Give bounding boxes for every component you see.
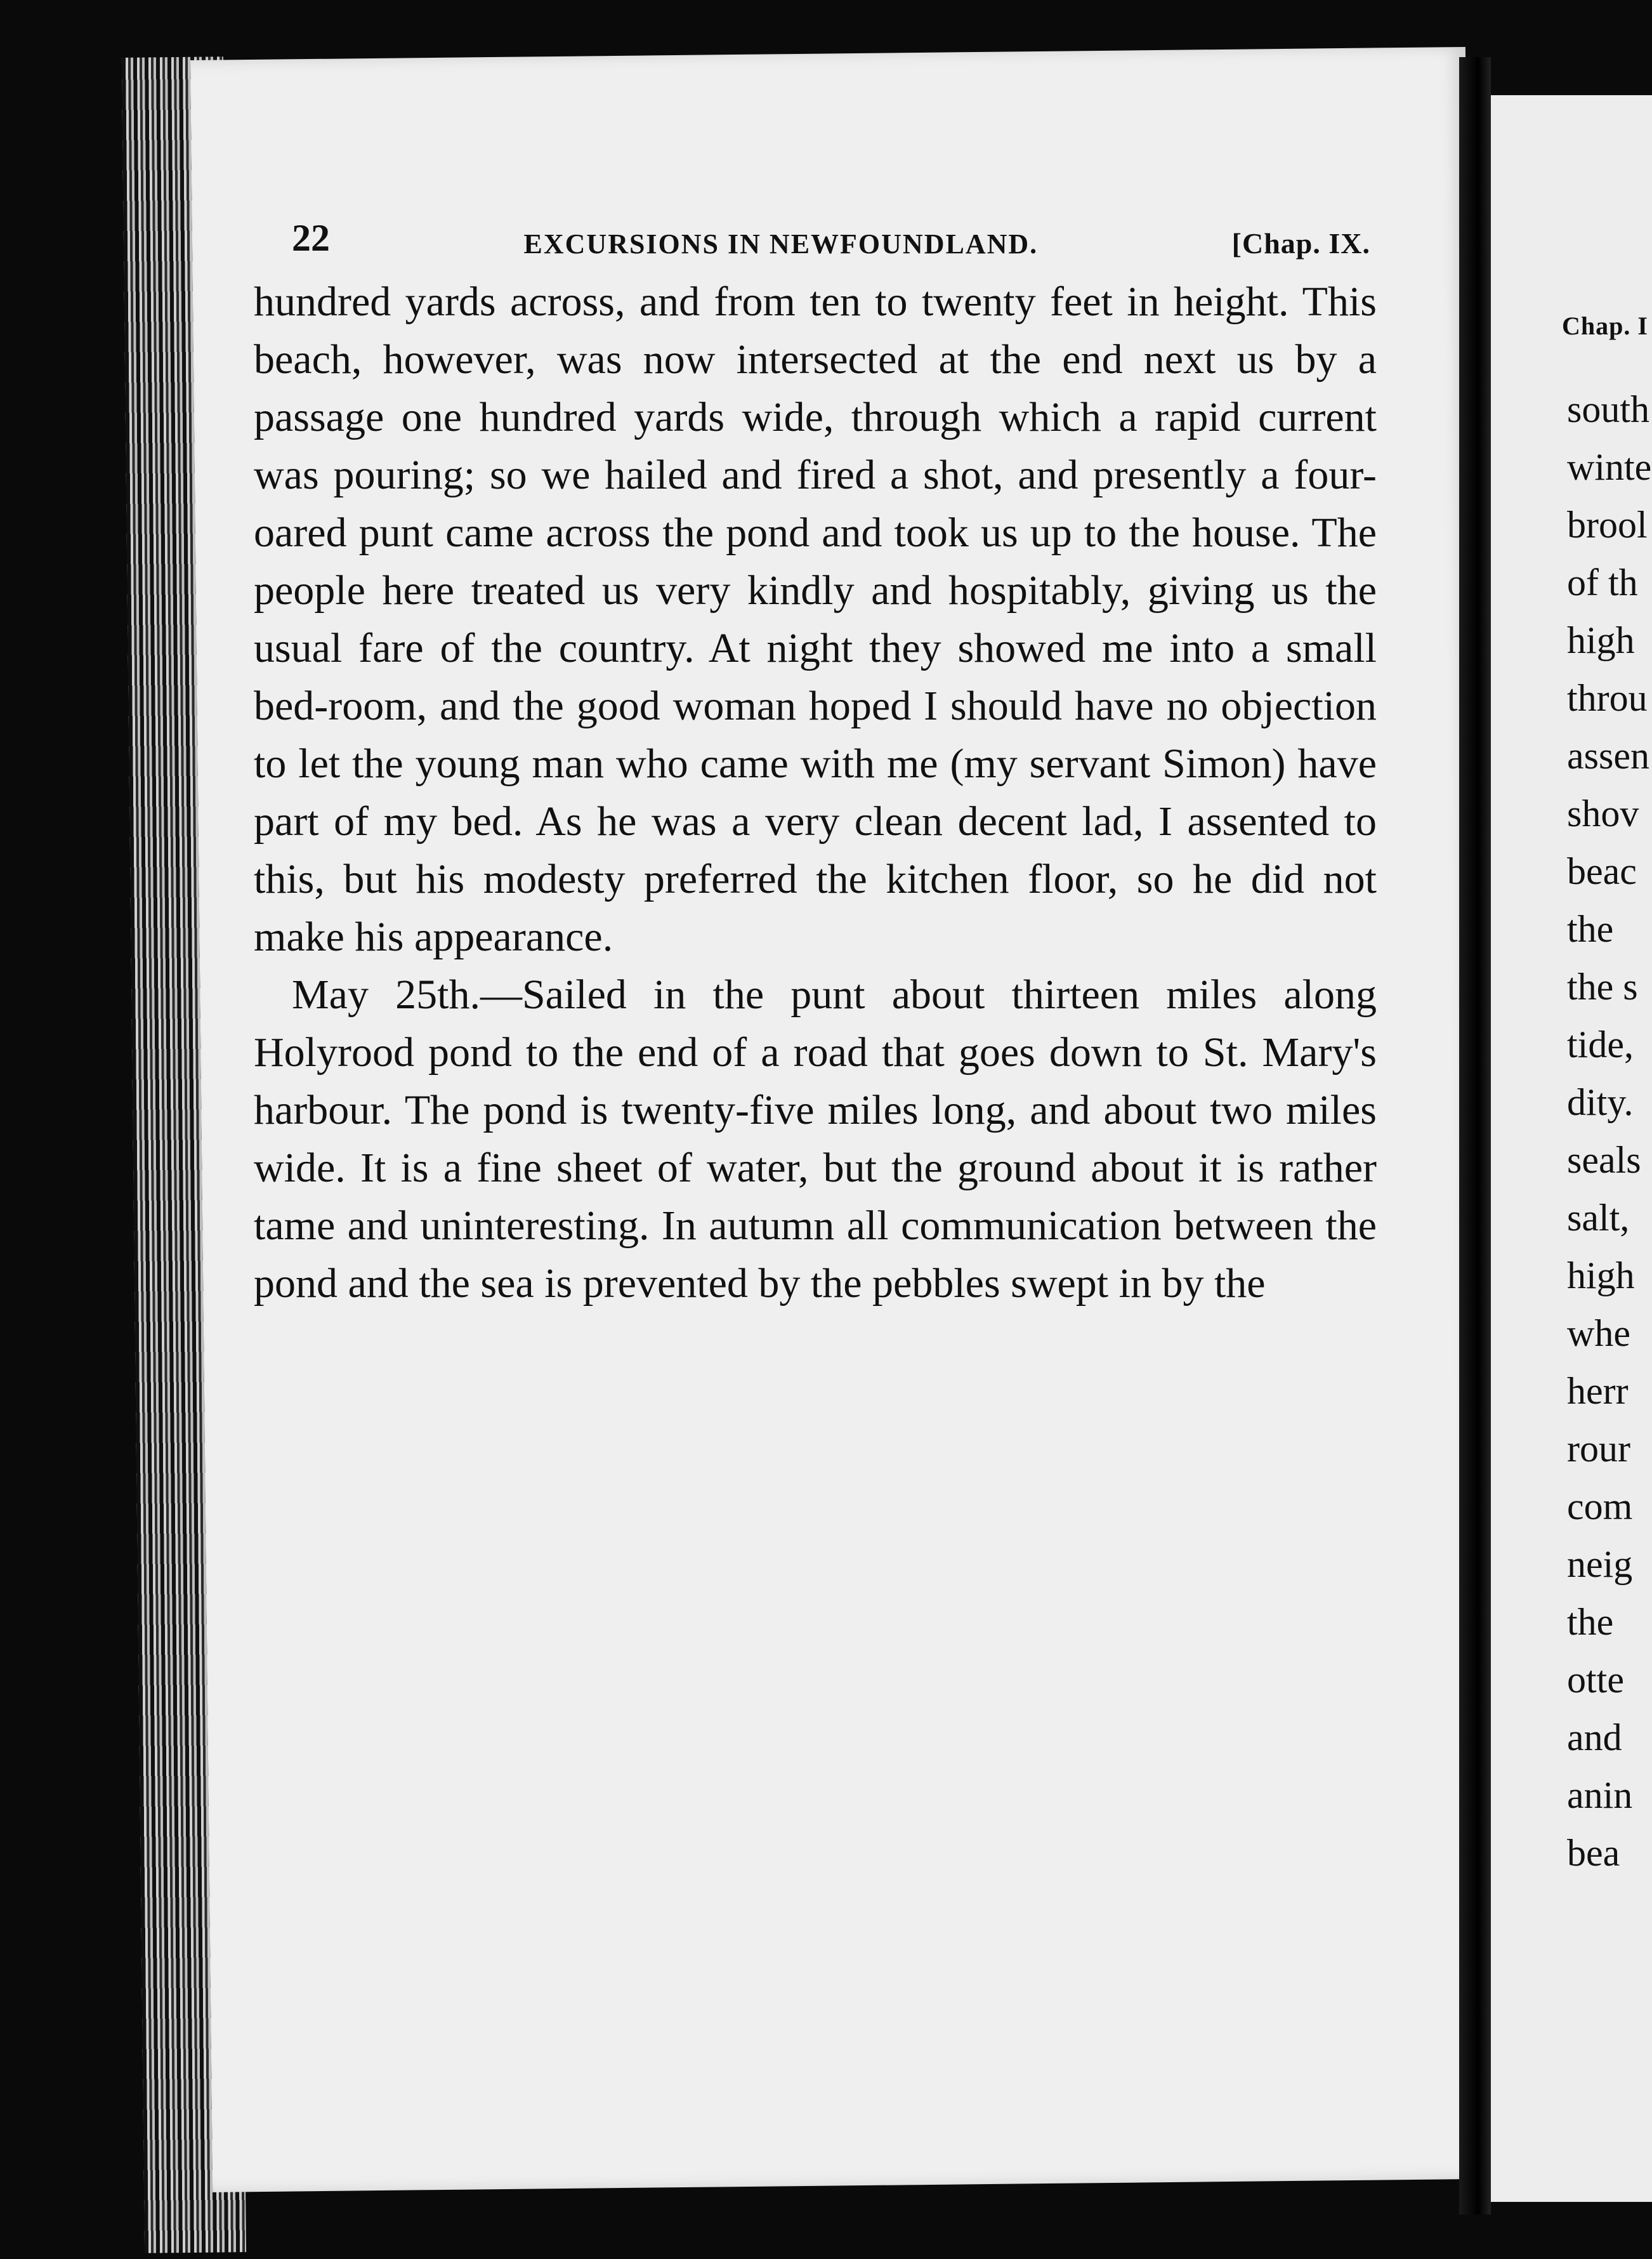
right-page-chapter-mark: Chap. I <box>1562 312 1648 340</box>
right-page-line-fragment: com <box>1567 1485 1633 1527</box>
right-page-line-fragment: throu <box>1567 677 1648 719</box>
paragraph: hundred yards across, and from ten to twenty feet in height. This beach, however, was now intersected at the end next us by a passage one hundred yards wide, through which a rapid current was pouring; so we hailed and fired a shot, and presently a four-oared punt came across the pond and took us up to the house. The people here treated us very kindly and hospitably, giving us the usual fare of the country. At night they showed me into a small bed-room, and the good woman hoped I should have no objection to let the young man who came with me (my servant Simon) have part of my bed. As he was a very clean decent lad, I assented to this, but his modesty preferred the kitchen floor, so he did not make his appearance. <box>254 279 1377 960</box>
right-page-line-fragment: rour <box>1567 1428 1630 1470</box>
right-page-line-fragment: high <box>1567 1255 1635 1296</box>
right-page-line-fragment: anin <box>1567 1774 1633 1816</box>
right-page-line-fragment: beac <box>1567 850 1637 892</box>
right-page-line-fragment: shov <box>1567 793 1639 834</box>
paragraph: May 25th.—Sailed in the punt about thirteen miles along Holyrood pond to the end of a road that goes down to St. Mary's harbour. The pond is twenty-five miles long, and about two miles wide. It is a fine sheet of water, but the ground about it is rather tame and uninteresting. In autumn all communication between the pond and the sea is prevented by the pebbles swept in by the <box>254 971 1377 1307</box>
right-page-line-fragment: salt, <box>1567 1197 1630 1239</box>
right-page-line-fragment: the <box>1567 908 1614 950</box>
right-page-line-fragment: dity. <box>1567 1081 1634 1123</box>
right-page-text <box>1567 381 1652 1882</box>
right-page-line-fragment: neig <box>1567 1543 1633 1585</box>
right-page-line-fragment: brool <box>1567 504 1648 546</box>
right-page-line-fragment: otte <box>1567 1659 1624 1701</box>
right-page-line-fragment: tide, <box>1567 1024 1634 1065</box>
running-title: EXCURSIONS IN NEWFOUNDLAND. <box>523 228 1039 260</box>
right-page-line-fragment: the s <box>1567 966 1638 1008</box>
body-text <box>254 273 1377 1312</box>
right-page-line-fragment: bea <box>1567 1832 1620 1874</box>
right-page-line-fragment: the <box>1567 1601 1614 1643</box>
right-page-line-fragment: seals <box>1567 1139 1641 1181</box>
page-number: 22 <box>292 217 330 259</box>
chapter-mark: [Chap. IX. <box>1231 227 1370 260</box>
right-page-line-fragment: south <box>1567 388 1650 430</box>
running-head <box>292 203 1370 260</box>
book-gutter <box>1459 57 1491 2215</box>
right-page-line-fragment: of th <box>1567 562 1638 603</box>
right-page-line-fragment: and <box>1567 1716 1622 1758</box>
right-page-line-fragment: whe <box>1567 1312 1630 1354</box>
right-page-line-fragment: high <box>1567 619 1635 661</box>
right-page-line-fragment: winte <box>1567 446 1652 488</box>
right-page-line-fragment: herr <box>1567 1370 1629 1412</box>
right-page-line-fragment: assen <box>1567 735 1649 777</box>
